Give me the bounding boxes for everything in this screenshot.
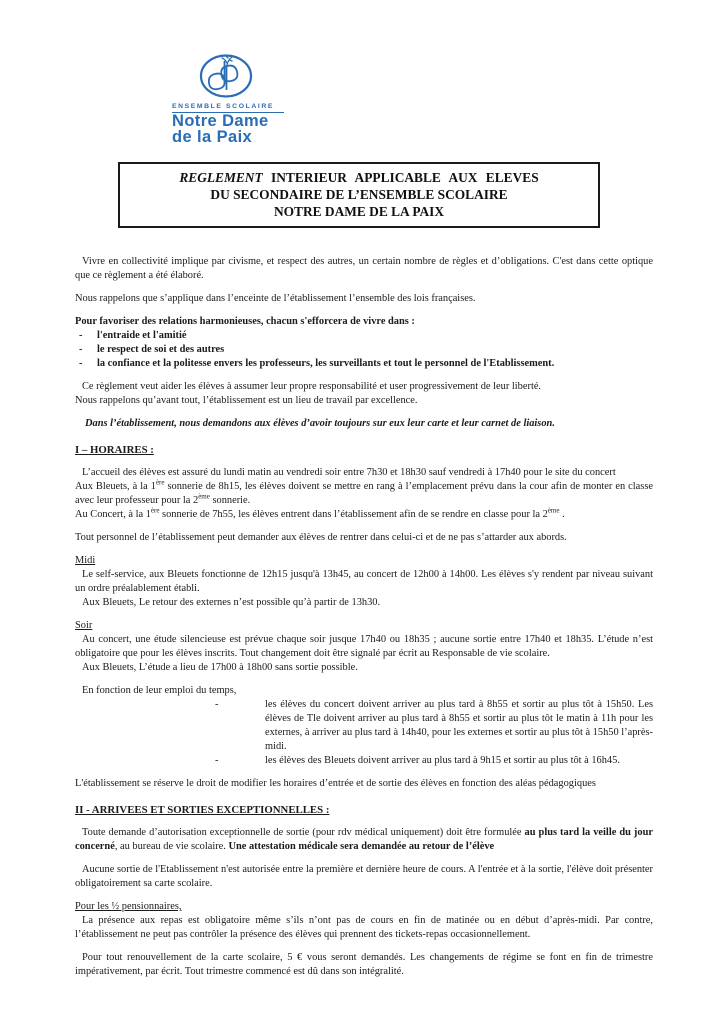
title-line-1-rest: INTERIEUR APPLICABLE AUX ELEVES [271, 170, 539, 185]
superscript: ème [547, 506, 560, 515]
para-bleuets-sonnerie: Aux Bleuets, à la 1ère sonnerie de 8h15, les élèves doivent se mettre en rang à l’emplacement prévu dans la cour afin de monter en classe avec leur professeur pour la 2ème sonnerie. [75, 478, 653, 506]
logo-ensemble-label: ENSEMBLE SCOLAIRE [172, 103, 274, 110]
title-box [118, 162, 600, 228]
bullet-horaires-bleuets: - les élèves des Bleuets doivent arriver au plus tard à 9h15 et sortir au plus tôt à 16h45. [215, 755, 620, 766]
para-self-service: Le self-service, aux Bleuets fonctionne de 12h15 jusqu'à 13h45, au concert de 12h00 à 14h00. Les élèves s'y rendent par niveau suivant un ordre préalablement établi. [75, 569, 653, 594]
bullet-respect: - le respect de soi et des autres [75, 343, 653, 357]
heading-arrivees-sorties: II - ARRIVEES ET SORTIES EXCEPTIONNELLES : [75, 804, 330, 816]
bullet-dash: - [215, 699, 219, 710]
title-line-2: DU SECONDAIRE DE L’ENSEMBLE SCOLAIRE [210, 187, 508, 202]
para-renouvellement-carte: Pour tout renouvellement de la carte scolaire, 5 € vous seront demandés. Les changements de régime se font en fin de trimestre impérativement, par écrit. Tout trimestre commencé est dû dans son intégralité. [75, 952, 653, 977]
para-carte-carnet: Dans l’établissement, nous demandons aux élèves d’avoir toujours sur eux leur carte et leur carnet de liaison. [85, 418, 555, 429]
para-vivre: Vivre en collectivité implique par civisme, et respect des autres, un certain nombre de règles et d’obligations. C'est dans cette optique que ce règlement a été élaboré. [75, 256, 653, 281]
school-logo [172, 50, 653, 145]
para-responsabilite-l1: Ce règlement veut aider les élèves à assumer leur propre responsabilité et user progressivement de leur liberté. [82, 381, 542, 392]
title-reglement-word: REGLEMENT [179, 170, 263, 185]
para-demande-autorisation: Toute demande d’autorisation exceptionnelle de sortie (pour rdv médical uniquement) doit être formulée au plus tard la veille du jour concerné, au bureau de vie scolaire. Une attestation médicale sera demandée au retour de l’élève [75, 827, 653, 852]
bullet-dash: - [215, 755, 219, 766]
heading-horaires: I – HORAIRES : [75, 444, 154, 456]
para-reserve-modification: L'établissement se réserve le droit de modifier les horaires d’entrée et de sortie des élèves en fonction des aléas pédagogiques [75, 778, 596, 789]
superscript: ère [155, 478, 165, 487]
para-lois-francaises: Nous rappelons que s’applique dans l’enceinte de l’établissement l’ensemble des lois françaises. [75, 293, 476, 304]
school-logo-icon [198, 50, 254, 100]
para-relations-harmonieuses: Pour favoriser des relations harmonieuses, chacun s'efforcera de vivre dans : [75, 316, 415, 327]
bullet-dash: - [79, 358, 83, 369]
superscript: ème [198, 492, 210, 501]
bullet-dash: - [79, 344, 83, 355]
bullet-entraide: - l'entraide et l'amitié [75, 329, 653, 343]
para-etude-concert: Au concert, une étude silencieuse est prévue chaque soir jusque 17h40 ou 18h35 ; aucune sortie entre 17h40 et 18h35. L’étude n’est obligatoire que pour les élèves inscrits. Tout changement doit être signalé par écrit au Responsable de vie scolaire. [75, 634, 653, 659]
title-line-3: NOTRE DAME DE LA PAIX [273, 204, 445, 219]
bullet-confiance: - la confiance et la politesse envers les professeurs, les surveillants et tout le personnel de l'Etablissement. [75, 357, 653, 371]
label-midi: Midi [75, 555, 96, 566]
para-emploi-du-temps: En fonction de leur emploi du temps, [82, 685, 237, 696]
bullet-horaires-concert: - les élèves du concert doivent arriver au plus tard à 8h55 et sortir au plus tôt à 15h50. Les élèves de Tle doivent arriver au plus tard à 8h55 et sortir au plus tôt le matin à 11h pour les externes, à arriver au plus tard à 14h40, pour les externes et sortir au plus tôt à 15h50 l’après-midi. [215, 699, 653, 752]
para-concert-sonnerie: Au Concert, à la 1ère sonnerie de 7h55, les élèves entrent dans l’établissement afin de se rendre en classe pour la 2ème . [75, 506, 565, 520]
para-etude-bleuets: Aux Bleuets, L’étude a lieu de 17h00 à 18h00 sans sortie possible. [82, 662, 358, 673]
bullet-dash: - [79, 330, 83, 341]
para-retour-externes: Aux Bleuets, Le retour des externes n’est possible qu’à partir de 13h30. [82, 597, 381, 608]
para-tout-personnel: Tout personnel de l’établissement peut demander aux élèves de rentrer dans celui-ci et de ne pas s’attarder aux abords. [75, 532, 567, 543]
superscript: ère [150, 506, 160, 515]
para-aucune-sortie: Aucune sortie de l'Etablissement n'est autorisée entre la première et dernière heure de cours. A l'entrée et à la sortie, l'élève doit présenter obligatoirement sa carte scolaire. [75, 864, 653, 889]
label-demi-pensionnaires: Pour les ½ pensionnaires, [75, 901, 182, 912]
logo-school-name-line1: Notre Dame [172, 112, 269, 130]
title-line-1 [126, 169, 592, 186]
label-soir: Soir [75, 620, 93, 631]
para-responsabilite-l2: Nous rappelons qu’avant tout, l’établissement est un lieu de travail par excellence. [75, 395, 418, 406]
para-presence-repas: La présence aux repas est obligatoire même s’ils n’ont pas de cours en fin de matinée ou en début d’après-midi. Par contre, l’établissement ne peut pas contrôler la présence des élèves qui prennent des tickets-repas occasionnellement. [75, 915, 653, 940]
para-accueil: L’accueil des élèves est assuré du lundi matin au vendredi soir entre 7h30 et 18h30 sauf vendredi à 17h40 pour le site du concert [82, 467, 616, 478]
logo-school-name-line2: de la Paix [172, 127, 253, 146]
